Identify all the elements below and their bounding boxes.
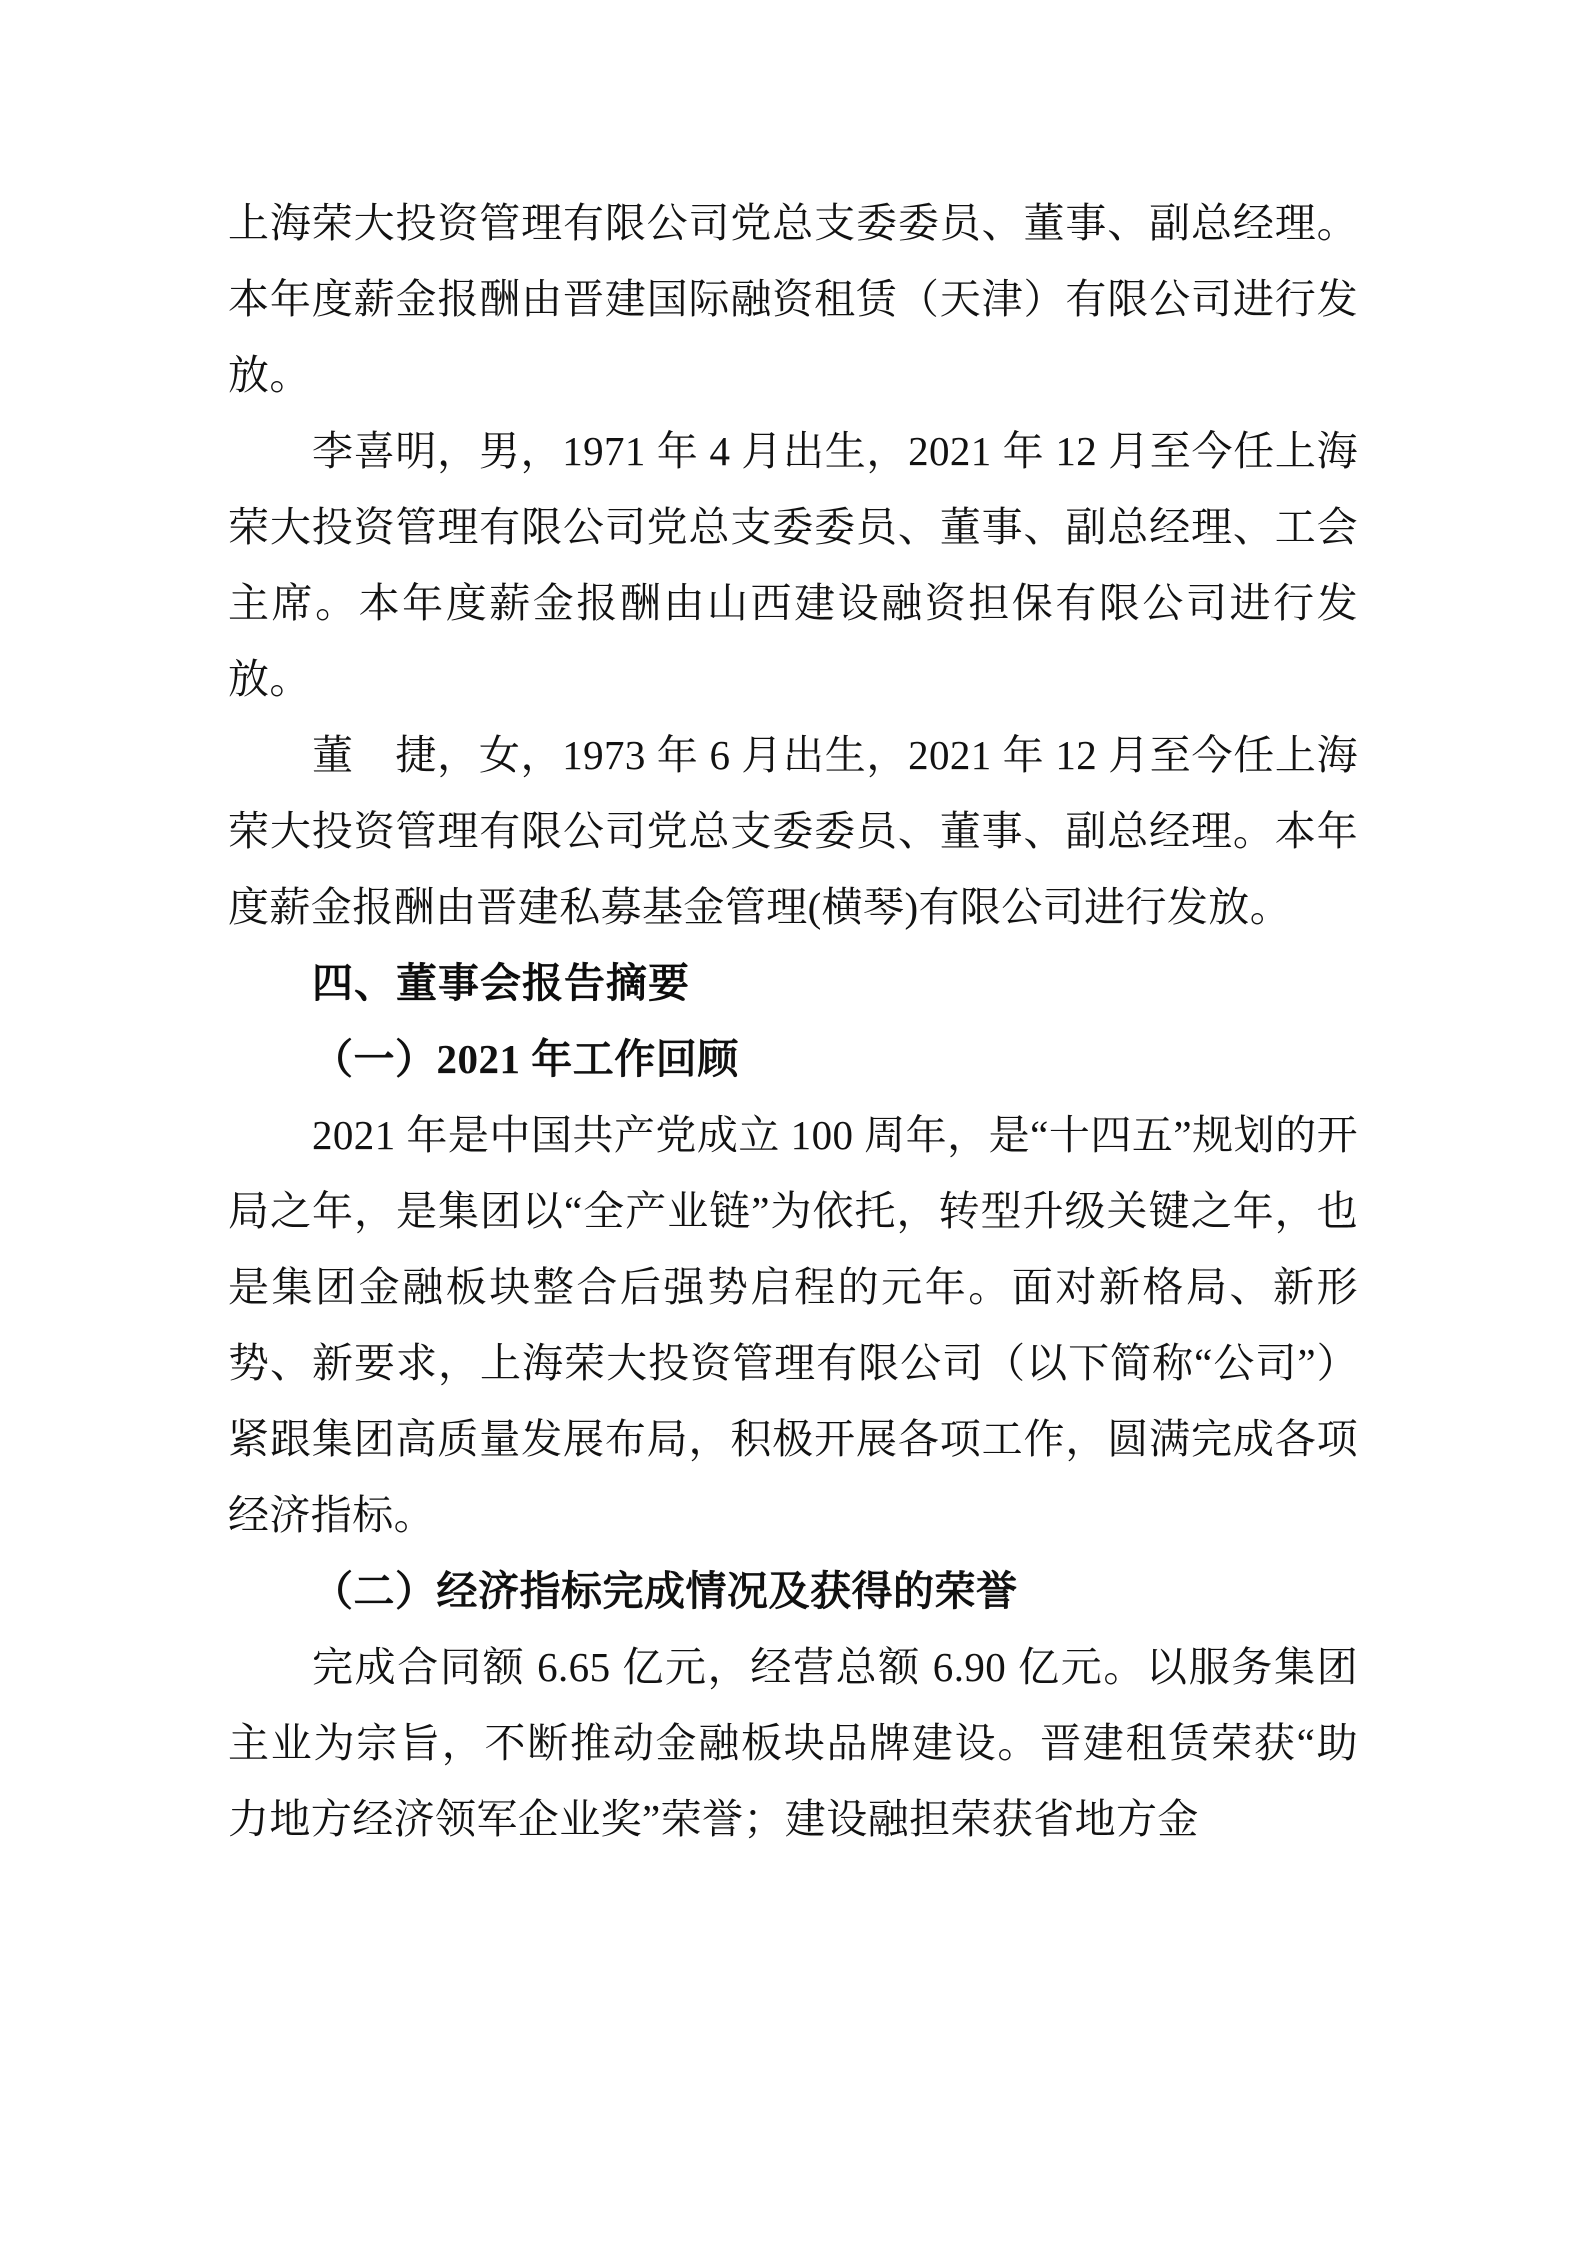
heading-subsection-one: （一）2021 年工作回顾 xyxy=(312,1036,739,1082)
heading-subsection-two: （二）经济指标完成情况及获得的荣誉 xyxy=(312,1568,1018,1614)
document-body xyxy=(228,185,1358,1857)
paragraph-2021-review: 2021 年是中国共产党成立 100 周年，是“十四五”规划的开局之年，是集团以“全产业链”为依托，转型升级关键之年，也是集团金融板块整合后强势启程的元年。面对新格局、新形势、新要求，上海荣大投资管理有限公司（以下简称“公司”）紧跟集团高质量发展布局，积极开展各项工作，圆满完成各项经济指标。 xyxy=(228,1112,1358,1538)
heading-section-four: 四、董事会报告摘要 xyxy=(312,959,690,1007)
paragraph-economic-indicators: 完成合同额 6.65 亿元，经营总额 6.90 亿元。以服务集团主业为宗旨，不断推动金融板块品牌建设。晋建租赁荣获“助力地方经济领军企业奖”荣誉；建设融担荣获省地方金 xyxy=(228,1644,1358,1842)
paragraph-yu-bio-continued: 上海荣大投资管理有限公司党总支委委员、董事、副总经理。本年度薪金报酬由晋建国际融资租赁（天津）有限公司进行发放。 xyxy=(228,200,1358,398)
paragraph-liximing-bio: 李喜明，男，1971 年 4 月出生，2021 年 12 月至今任上海荣大投资管理有限公司党总支委委员、董事、副总经理、工会主席。本年度薪金报酬由山西建设融资担保有限公司进行发放。 xyxy=(228,428,1358,702)
paragraph-dongjie-bio: 董 捷，女，1973 年 6 月出生，2021 年 12 月至今任上海荣大投资管理有限公司党总支委委员、董事、副总经理。本年度薪金报酬由晋建私募基金管理(横琴)有限公司进行发放。 xyxy=(228,732,1358,930)
